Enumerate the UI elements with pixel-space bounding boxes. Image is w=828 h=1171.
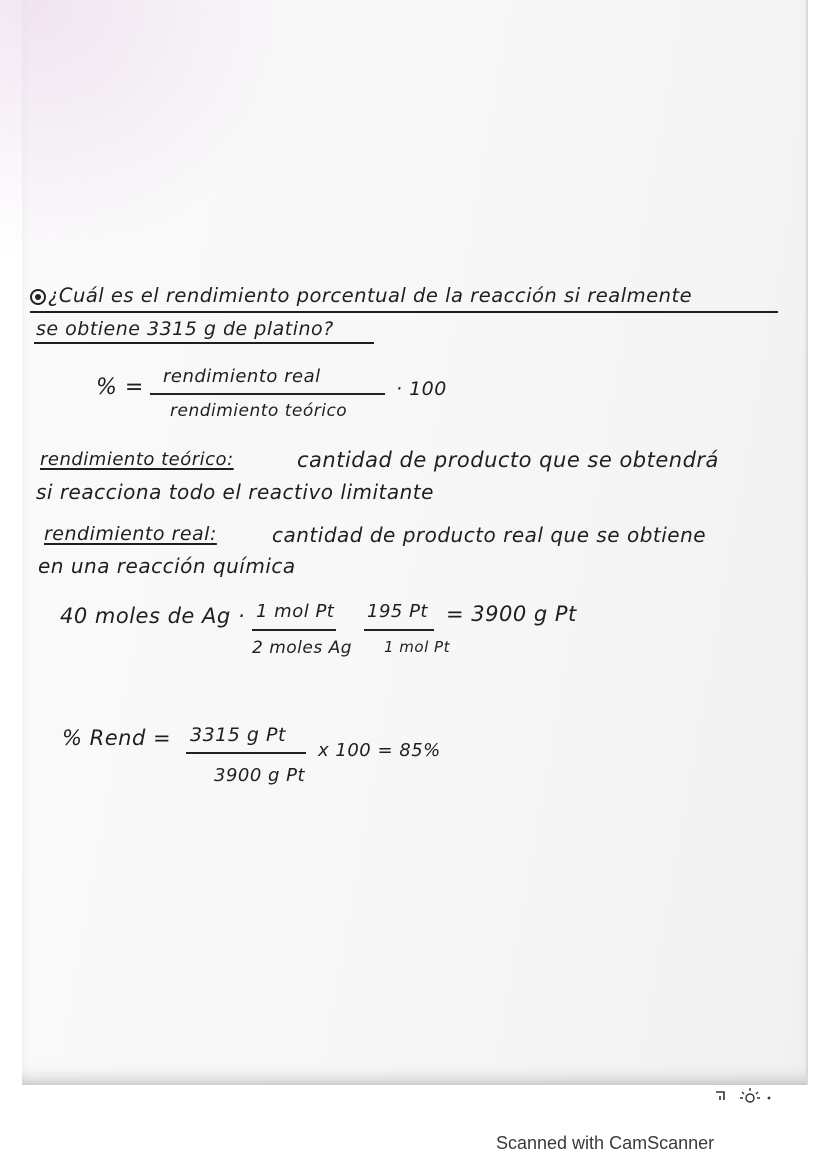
question-line-2: se obtiene 3315 g de platino? <box>36 318 334 340</box>
calc1-factor2-numerator: 195 Pt <box>367 601 428 622</box>
definition-theoretical-term: rendimiento teórico: <box>40 449 234 470</box>
calc2-denominator: 3900 g Pt <box>214 765 306 786</box>
definition-theoretical-text-2: si reacciona todo el reactivo limitante <box>36 480 434 504</box>
question-underline-2 <box>34 342 374 344</box>
formula-denominator: rendimiento teórico <box>170 401 348 421</box>
calc1-result: = 3900 g Pt <box>446 602 577 626</box>
calc2-fraction-bar <box>186 752 306 754</box>
calc2-result: x 100 = 85% <box>318 740 441 761</box>
calc1-factor2-denominator: 1 mol Pt <box>384 638 450 656</box>
calc1-factor2-bar <box>364 629 434 631</box>
calc2-lhs: % Rend = <box>62 726 172 750</box>
question-bullet-icon <box>30 289 46 305</box>
camscanner-logo-icon <box>714 1084 774 1106</box>
calc1-factor1-numerator: 1 mol Pt <box>256 601 335 622</box>
calc1-factor1-bar <box>252 629 336 631</box>
camscanner-watermark: Scanned with CamScanner <box>496 1133 715 1153</box>
definition-theoretical-text-1: cantidad de producto que se obtendrá <box>297 448 719 472</box>
calc1-factor1-denominator: 2 moles Ag <box>252 638 353 658</box>
formula-lhs: % = <box>96 375 144 400</box>
question-underline-1 <box>30 311 778 313</box>
formula-fraction-bar <box>150 393 385 395</box>
definition-real-text-2: en una reacción química <box>38 554 296 578</box>
definition-real-term: rendimiento real: <box>44 523 217 545</box>
calc1-start: 40 moles de Ag · <box>60 604 246 628</box>
question-line-1: ¿Cuál es el rendimiento porcentual de la reacción si realmente <box>48 284 693 307</box>
formula-numerator: rendimiento real <box>163 366 321 387</box>
definition-real-text-1: cantidad de producto real que se obtiene <box>272 523 707 547</box>
formula-factor: · 100 <box>396 378 447 400</box>
calc2-numerator: 3315 g Pt <box>190 724 286 746</box>
